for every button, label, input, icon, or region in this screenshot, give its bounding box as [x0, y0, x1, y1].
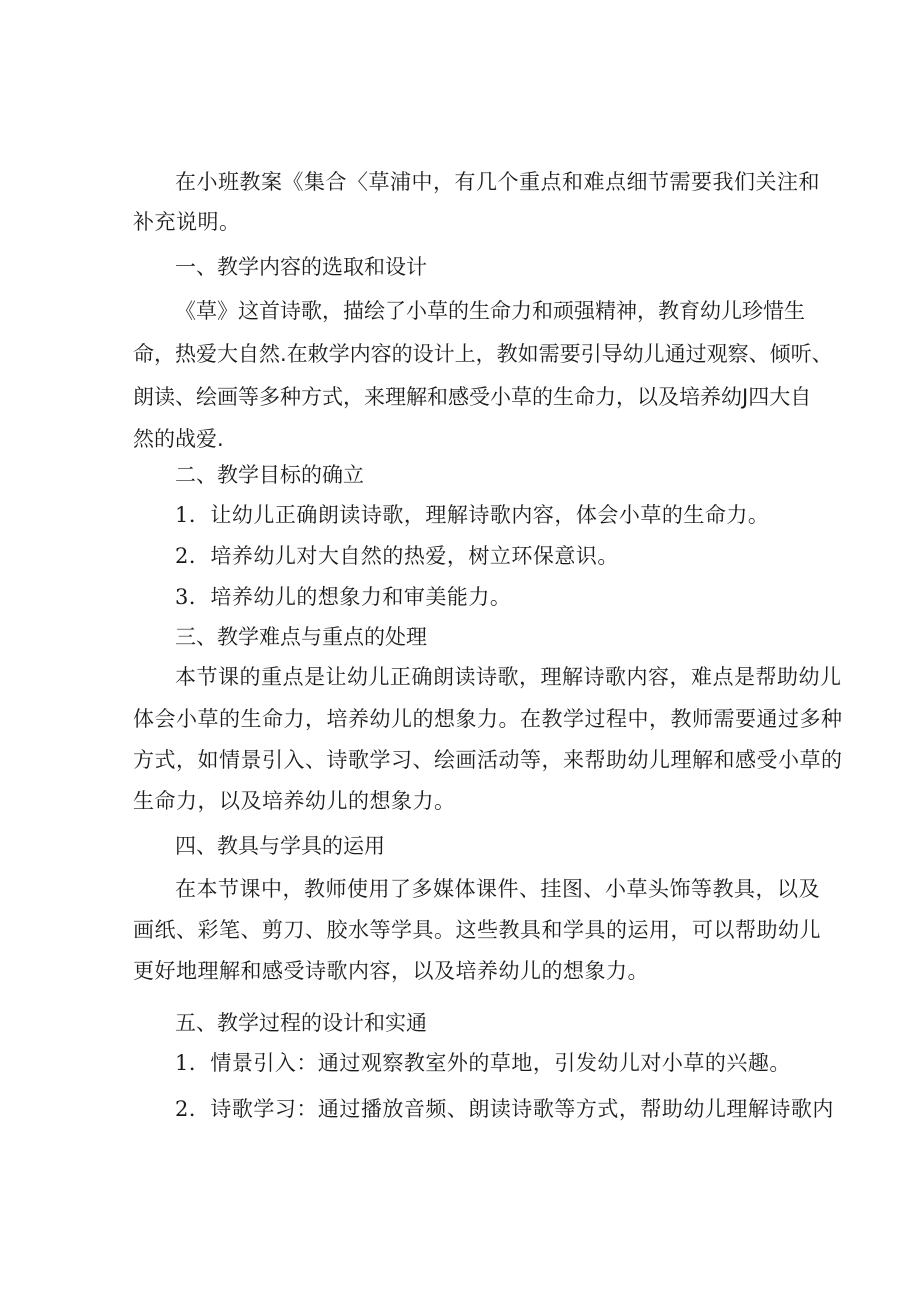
section-5-heading: 五、教学过程的设计和实通 [175, 1011, 427, 1035]
section-4-heading: 四、教具与学具的运用 [175, 834, 385, 858]
section-2-item-3: 3．培养幼儿的想象力和审美能力。 [175, 585, 512, 609]
section-4-line-1: 在本节课中，教师使用了多媒体课件、挂图、小草头饰等教具，以及 [175, 877, 820, 901]
section-1-line-1: 《草》这首诗歌，描绘了小草的生命力和顽强精神，教育幼儿珍惜生 [175, 299, 805, 323]
section-1-heading: 一、教学内容的选取和设计 [175, 255, 427, 279]
section-1-line-2: 命，热爱大自然.在敕学内容的设计上，教如需要引导幼儿通过观察、倾听、 [133, 342, 833, 366]
section-2-heading: 二、教学目标的确立 [175, 463, 364, 487]
intro-line-2: 补充说明。 [133, 210, 241, 234]
section-2-item-2: 2．培养幼儿对大自然的热爱，树立环保意识。 [175, 544, 619, 568]
intro-line-1: 在小班教案《集合〈草浦中，有几个重点和难点细节需要我们关注和 [175, 170, 820, 194]
section-1-line-3: 朗读、绘画等多种方式，来理解和感受小草的生命力，以及培养幼J四大自 [133, 385, 812, 409]
section-4-line-2: 画纸、彩笔、剪刀、胶水等学具。这些教具和学具的运用，可以帮助幼儿 [133, 918, 821, 942]
section-3-heading: 三、教学难点与重点的处理 [175, 625, 427, 649]
section-4-line-3: 更好地理解和感受诗歌内容，以及培养幼儿的想象力。 [133, 959, 649, 983]
section-3-line-3: 方式，如情景引入、诗歌学习、绘画活动等，来帮助幼儿理解和感受小草的 [133, 748, 843, 772]
section-5-item-1: 1．情景引入：通过观察教室外的草地，引发幼儿对小草的兴趣。 [175, 1051, 791, 1075]
section-3-line-4: 生命力，以及培养幼儿的想象力。 [133, 789, 456, 813]
section-3-line-2: 体会小草的生命力，培养幼儿的想象力。在教学过程中，教师需要通过多种 [133, 707, 843, 731]
section-2-item-1: 1．让幼儿正确朗读诗歌，理解诗歌内容，体会小草的生命力。 [175, 503, 770, 527]
section-5-item-2: 2．诗歌学习：通过播放音频、朗读诗歌等方式，帮助幼儿理解诗歌内 [175, 1097, 834, 1121]
section-1-line-4: 然的战爱. [133, 427, 224, 451]
section-3-line-1: 本节课的重点是让幼儿正确朗读诗歌，理解诗歌内容，难点是帮助幼儿 [175, 665, 842, 689]
